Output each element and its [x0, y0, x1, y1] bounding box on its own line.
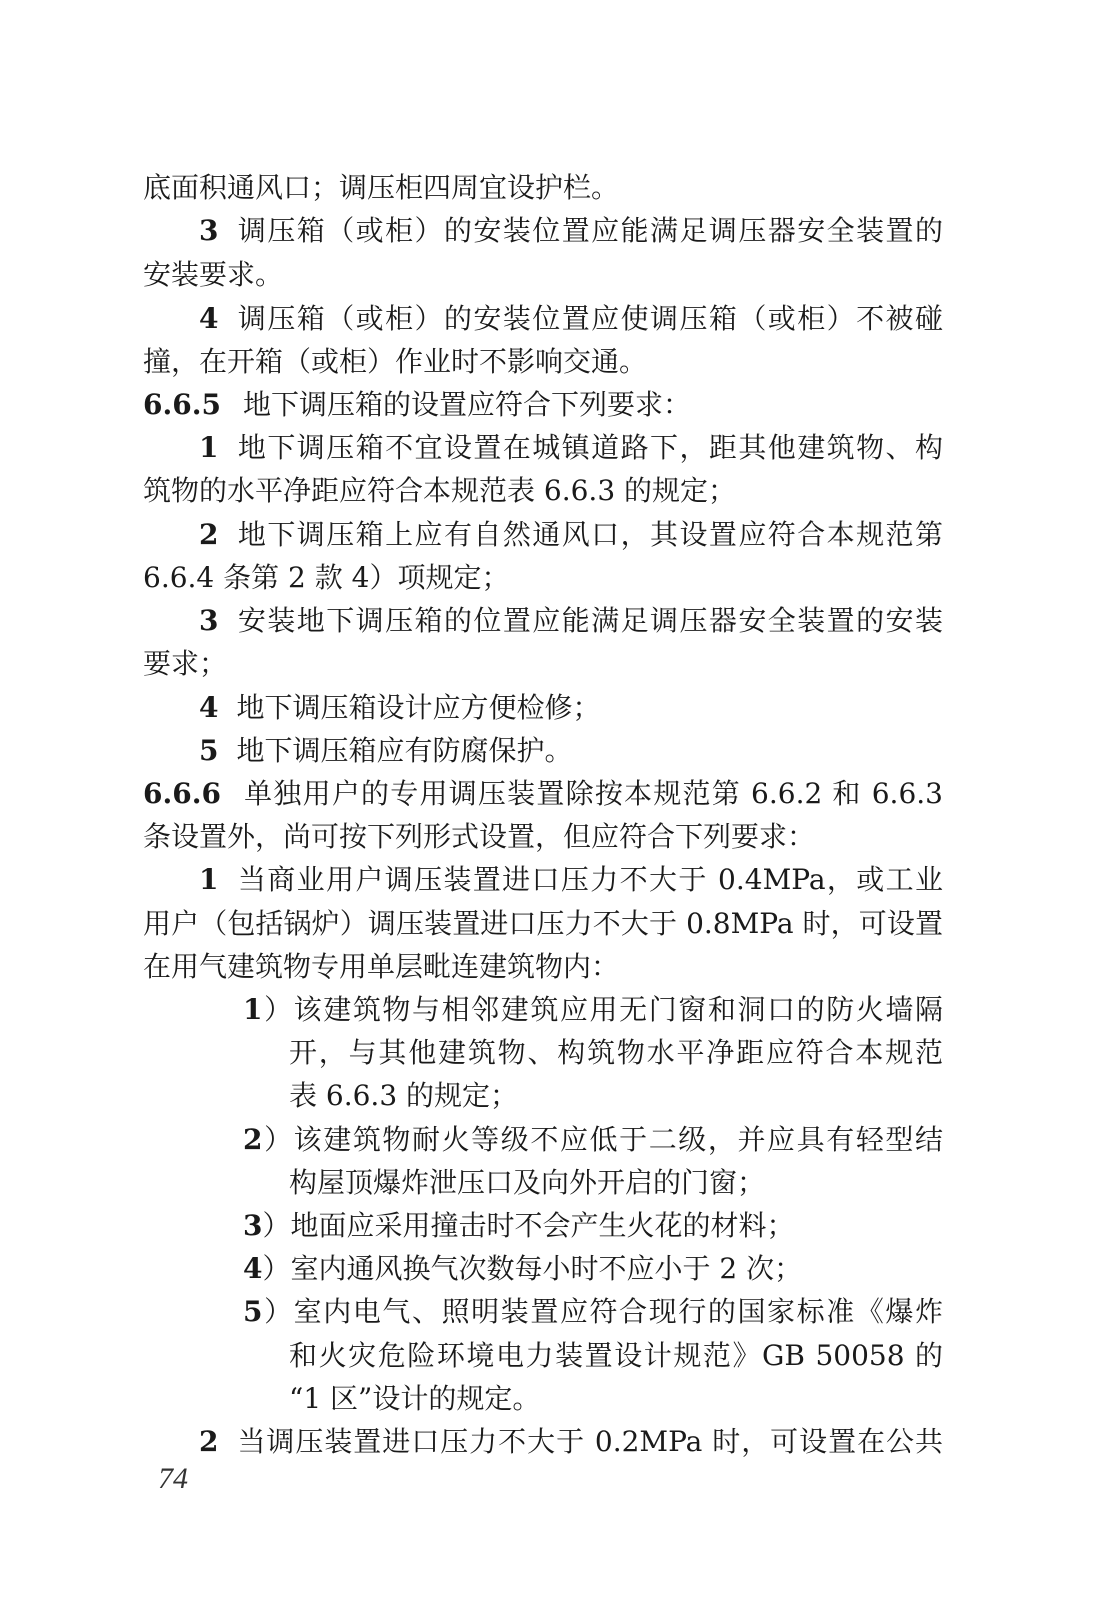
line-text: 在用气建筑物专用单层毗连建筑物内：: [143, 950, 620, 983]
line-text: “1 区”设计的规定。: [289, 1382, 541, 1415]
text-line: [143, 469, 943, 513]
text-line: [143, 945, 943, 989]
section-heading: [143, 383, 943, 427]
clause-item: [199, 297, 943, 341]
line-text: 地下调压箱应有防腐保护。: [236, 734, 573, 767]
line-text: 构屋顶爆炸泄压口及向外开启的门窗；: [289, 1166, 766, 1199]
line-text: 6.6.4 条第 2 款 4）项规定；: [143, 561, 510, 594]
text-line: [289, 1334, 943, 1378]
clause-item: [199, 858, 943, 902]
sub-item: [243, 1290, 943, 1334]
sub-item: [243, 1118, 943, 1162]
line-text: ）室内通风换气次数每小时不应小于 2 次；: [262, 1252, 803, 1285]
item-number: 4: [199, 302, 219, 335]
text-line: [143, 556, 943, 600]
sub-item: [243, 988, 943, 1032]
clause-item: [199, 513, 943, 557]
line-text: 安装地下调压箱的位置应能满足调压器安全装置的安装: [236, 604, 943, 637]
sub-item-number: 2: [243, 1123, 263, 1156]
line-text: 调压箱（或柜）的安装位置应能满足调压器安全装置的: [236, 214, 943, 247]
line-text: ）该建筑物耐火等级不应低于二级，并应具有轻型结: [262, 1123, 943, 1156]
item-number: 5: [199, 734, 219, 767]
line-text: 安装要求。: [143, 258, 284, 291]
text-line: [143, 166, 943, 210]
sub-item: [243, 1247, 943, 1291]
text-line: [143, 253, 943, 297]
line-text: 地下调压箱的设置应符合下列要求：: [242, 388, 691, 421]
text-line: [289, 1161, 943, 1205]
text-line: [143, 642, 943, 686]
line-text: ）该建筑物与相邻建筑应用无门窗和洞口的防火墙隔: [262, 993, 943, 1026]
line-text: 当调压装置进口压力不大于 0.2MPa 时，可设置在公共: [236, 1425, 943, 1458]
line-text: 调压箱（或柜）的安装位置应使调压箱（或柜）不被碰: [236, 302, 943, 335]
line-text: 表 6.6.3 的规定；: [289, 1079, 519, 1112]
item-number: 1: [199, 863, 219, 896]
page-number: 74: [158, 1462, 188, 1495]
text-line: [143, 340, 943, 384]
clause-item: [199, 1420, 943, 1464]
line-text: 地下调压箱不宜设置在城镇道路下，距其他建筑物、构: [236, 431, 943, 464]
clause-item: [199, 426, 943, 470]
line-text: 要求；: [143, 647, 228, 680]
section-heading: [143, 772, 943, 816]
line-text: 筑物的水平净距应符合本规范表 6.6.3 的规定；: [143, 474, 737, 507]
item-number: 1: [199, 431, 219, 464]
item-number: 3: [199, 604, 219, 637]
section-number: 6.6.6: [143, 777, 221, 810]
item-number: 2: [199, 518, 219, 551]
line-text: 撞，在开箱（或柜）作业时不影响交通。: [143, 345, 648, 378]
text-line: [143, 815, 943, 859]
line-text: 底面积通风口；调压柜四周宜设护栏。: [143, 171, 620, 204]
text-line: [289, 1074, 943, 1118]
text-line: [289, 1377, 943, 1421]
text-line: [289, 1031, 943, 1075]
line-text: 当商业用户调压装置进口压力不大于 0.4MPa，或工业: [236, 863, 943, 896]
sub-item: [243, 1204, 943, 1248]
line-text: ）地面应采用撞击时不会产生火花的材料；: [262, 1209, 795, 1242]
clause-item: [199, 599, 943, 643]
line-text: ）室内电气、照明装置应符合现行的国家标准《爆炸: [262, 1295, 943, 1328]
line-text: 和火灾危险环境电力装置设计规范》GB 50058 的: [289, 1339, 943, 1372]
sub-item-number: 4: [243, 1252, 263, 1285]
sub-item-number: 3: [243, 1209, 263, 1242]
section-number: 6.6.5: [143, 388, 221, 421]
line-text: 地下调压箱上应有自然通风口，其设置应符合本规范第: [236, 518, 943, 551]
sub-item-number: 5: [243, 1295, 263, 1328]
line-text: 开，与其他建筑物、构筑物水平净距应符合本规范: [289, 1036, 943, 1069]
item-number: 4: [199, 691, 219, 724]
clause-item: [199, 686, 943, 730]
line-text: 用户（包括锅炉）调压装置进口压力不大于 0.8MPa 时，可设置: [143, 907, 943, 940]
item-number: 3: [199, 214, 219, 247]
clause-item: [199, 209, 943, 253]
clause-item: [199, 729, 943, 773]
line-text: 地下调压箱设计应方便检修；: [236, 691, 601, 724]
sub-item-number: 1: [243, 993, 263, 1026]
line-text: 条设置外，尚可按下列形式设置，但应符合下列要求：: [143, 820, 816, 853]
text-line: [143, 902, 943, 946]
item-number: 2: [199, 1425, 219, 1458]
line-text: 单独用户的专用调压装置除按本规范第 6.6.2 和 6.6.3: [242, 777, 943, 810]
